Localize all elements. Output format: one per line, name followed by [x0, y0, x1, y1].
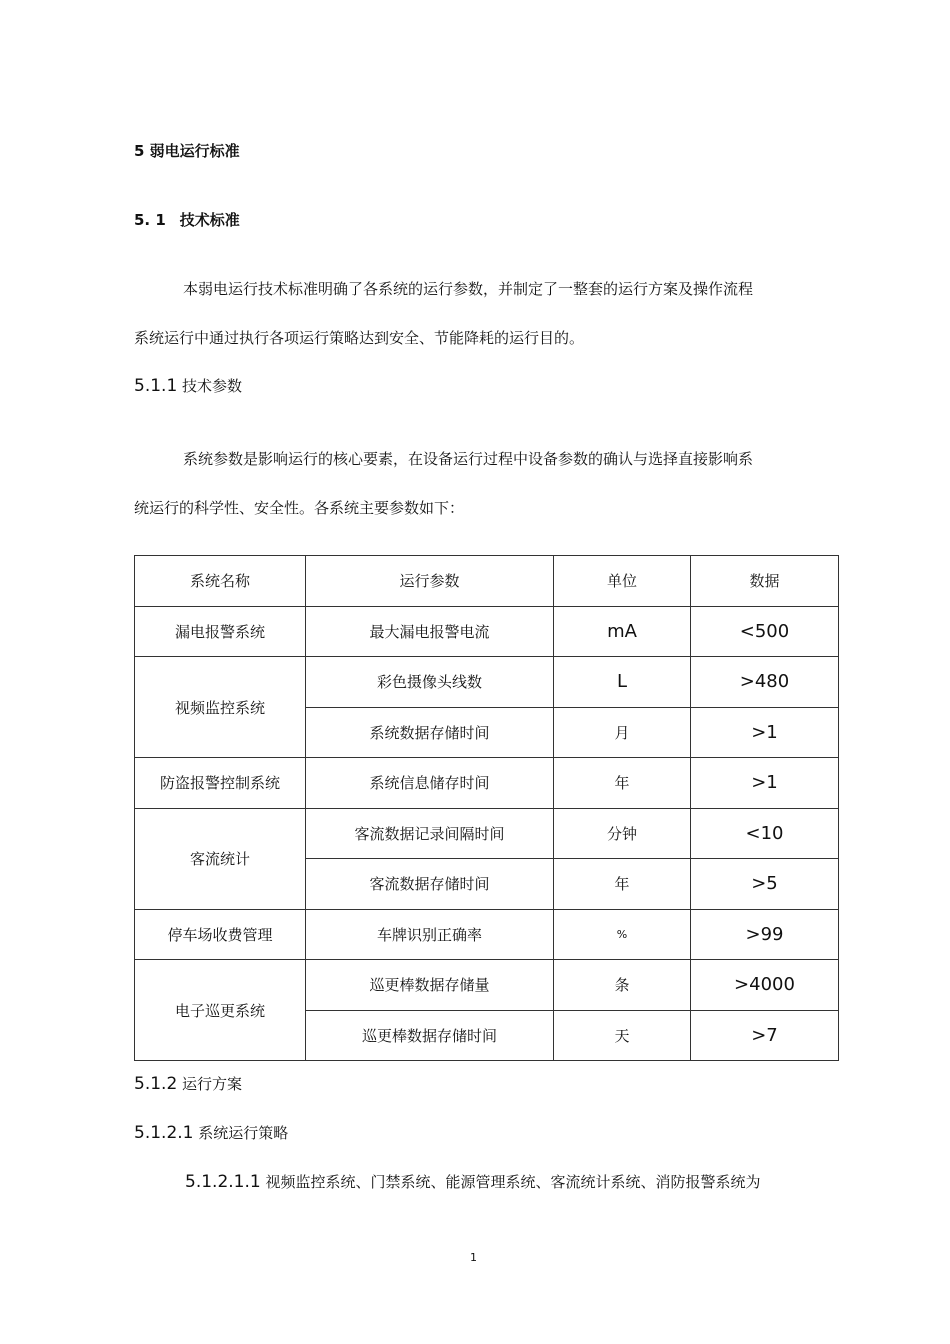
table-row [135, 606, 839, 657]
heading-5-1-1-number: 5.1.1 [134, 376, 178, 396]
subsection-title: 技术标准 [179, 211, 240, 229]
heading-5-1-2-number: 5.1.2 [134, 1074, 178, 1094]
subsection-heading [134, 209, 240, 230]
params-paragraph-line-2: 统运行的科学性、安全性。各系统主要参数如下： [134, 499, 465, 517]
value-cell: >4000 [691, 960, 839, 1011]
subsection-number: 5. 1 [134, 211, 166, 229]
heading-5-1-1 [134, 375, 242, 396]
value-cell: >1 [691, 707, 839, 758]
table-row [135, 808, 839, 859]
table-row [135, 960, 839, 1011]
value-cell: >5 [691, 859, 839, 910]
table-row [135, 909, 839, 960]
heading-5-1-2-1 [134, 1122, 288, 1143]
value-cell: <10 [691, 808, 839, 859]
system-name-cell: 视频监控系统 [135, 657, 306, 758]
heading-5-1-2-text: 运行方案 [182, 1075, 243, 1093]
unit-cell: L [554, 657, 691, 708]
heading-5-1-2-1-1-number: 5.1.2.1.1 [185, 1172, 261, 1192]
unit-cell: mA [554, 606, 691, 657]
intro-paragraph-line-1: 本弱电运行技术标准明确了各系统的运行参数，并制定了一整套的运行方案及操作流程 [183, 280, 754, 298]
unit-cell: % [554, 909, 691, 960]
intro-paragraph-line-2: 系统运行中通过执行各项运行策略达到安全、节能降耗的运行目的。 [134, 329, 585, 347]
table-row [135, 758, 839, 809]
parameter-cell: 巡更棒数据存储量 [306, 960, 554, 1011]
table-header-row [135, 556, 839, 607]
system-name-cell: 停车场收费管理 [135, 909, 306, 960]
parameter-cell: 最大漏电报警电流 [306, 606, 554, 657]
heading-5-1-2 [134, 1073, 242, 1094]
value-cell: >99 [691, 909, 839, 960]
column-header: 运行参数 [306, 556, 554, 607]
column-header: 数据 [691, 556, 839, 607]
heading-5-1-1-text: 技术参数 [182, 377, 243, 395]
value-cell: <500 [691, 606, 839, 657]
system-name-cell: 客流统计 [135, 808, 306, 909]
page-number: 1 [470, 1251, 477, 1264]
parameter-cell: 车牌识别正确率 [306, 909, 554, 960]
system-name-cell: 电子巡更系统 [135, 960, 306, 1061]
system-name-cell: 防盗报警控制系统 [135, 758, 306, 809]
heading-5-1-2-1-text: 系统运行策略 [198, 1124, 289, 1142]
parameter-cell: 客流数据存储时间 [306, 859, 554, 910]
column-header: 单位 [554, 556, 691, 607]
params-paragraph-line-1: 系统参数是影响运行的核心要素，在设备运行过程中设备参数的确认与选择直接影响系 [183, 450, 754, 468]
unit-cell: 分钟 [554, 808, 691, 859]
value-cell: >480 [691, 657, 839, 708]
unit-cell: 年 [554, 859, 691, 910]
parameter-cell: 客流数据记录间隔时间 [306, 808, 554, 859]
heading-5-1-2-1-1-text: 视频监控系统、门禁系统、能源管理系统、客流统计系统、消防报警系统为 [265, 1173, 761, 1191]
unit-cell: 月 [554, 707, 691, 758]
heading-5-1-2-1-number: 5.1.2.1 [134, 1123, 194, 1143]
value-cell: >7 [691, 1010, 839, 1061]
system-name-cell: 漏电报警系统 [135, 606, 306, 657]
parameter-cell: 巡更棒数据存储时间 [306, 1010, 554, 1061]
unit-cell: 年 [554, 758, 691, 809]
section-title: 5 弱电运行标准 [134, 142, 240, 160]
table-row [135, 657, 839, 708]
parameter-cell: 系统数据存储时间 [306, 707, 554, 758]
parameters-table [134, 555, 839, 1061]
column-header: 系统名称 [135, 556, 306, 607]
unit-cell: 天 [554, 1010, 691, 1061]
heading-5-1-2-1-1 [185, 1171, 761, 1192]
parameter-cell: 彩色摄像头线数 [306, 657, 554, 708]
parameter-cell: 系统信息储存时间 [306, 758, 554, 809]
value-cell: >1 [691, 758, 839, 809]
unit-cell: 条 [554, 960, 691, 1011]
